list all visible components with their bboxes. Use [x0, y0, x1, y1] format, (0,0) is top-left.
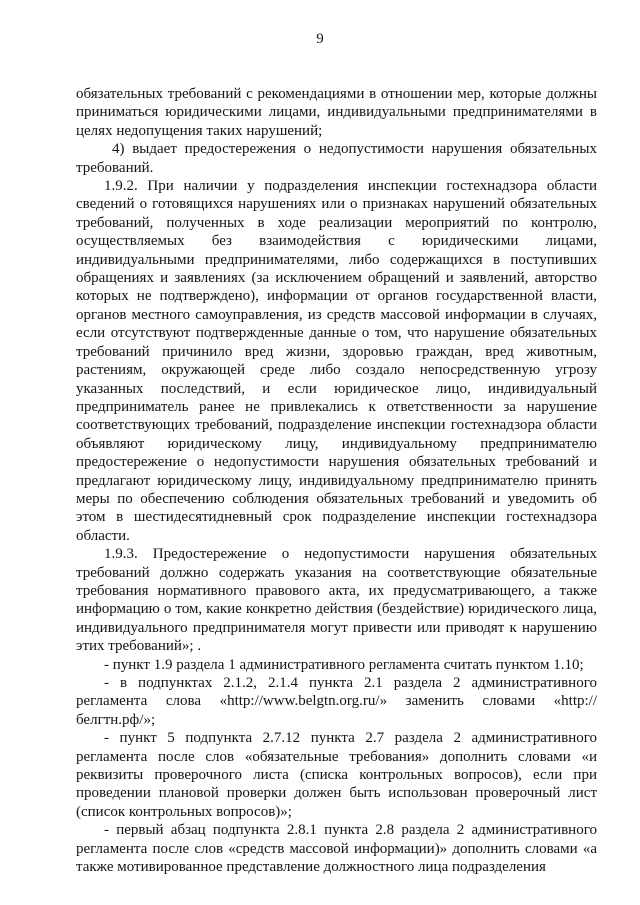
list-item-3: - пункт 5 подпункта 2.7.12 пункта 2.7 раздела 2 административного регламента после слов «обязательные требования» дополнить словами «и реквизиты проверочного листа (списка контрольных вопросов), если при проведении плановой проверки должен быть использован проверочный лист (список контрольных вопросов)»; — [76, 730, 597, 820]
paragraph-1-9-2: 1.9.2. При наличии у подразделения инспекции гостехнадзора области сведений о готовящихся нарушениях или о признаках нарушений обязательных требований, полученных в ходе реализации мероприятий по контролю, осуществляемых без взаимодействия с юридическими лицами, индивидуальными предпринимателями, либо содержащихся в поступивших обращениях и заявлениях (за исключением обращений и заявлений, авторство которых не подтверждено), информации от органов государственной власти, органов местного самоуправления, из средств массовой информации в случаях, если отсутствуют подтвержденные данные о том, что нарушение обязательных требований причинило вред жизни, здоровью граждан, вред животным, растениям, окружающей среде либо создало непосредственную угрозу указанных последствий, и если юридическое лицо, индивидуальный предприниматель ранее не привлекались к ответственности за нарушение соответствующих требований, подразделение инспекции гостехнадзора области объявляют юридическому лицу, индивидуальному предпринимателю предостережение о недопустимости нарушения обязательных требований и предлагают юридическому лицу, индивидуальному предпринимателю принять меры по обеспечению соблюдения обязательных требований и уведомить об этом в шестидесятидневный срок подразделение инспекции гостехнадзора области. — [76, 178, 597, 544]
paragraph-item-4: 4) выдает предостережения о недопустимости нарушения обязательных требований. — [76, 141, 597, 176]
page-number: 9 — [316, 31, 324, 47]
list-item-2: - в подпунктах 2.1.2, 2.1.4 пункта 2.1 раздела 2 административного регламента слова «http://www.belgtn.org.ru/» заменить словами «http://белгтн.рф/»; — [76, 675, 597, 728]
document-body — [76, 85, 597, 876]
list-item-1: - пункт 1.9 раздела 1 административного регламента считать пунктом 1.10; — [104, 656, 584, 673]
list-item-4: - первый абзац подпункта 2.8.1 пункта 2.8 раздела 2 административного регламента после слов «средств массовой информации)» дополнить словами «а также мотивированное представление должностного лица подразделения — [76, 822, 597, 876]
paragraph-continued: обязательных требований с рекомендациями в отношении мер, которые должны приниматься юридическими лицами, индивидуальными предпринимателями в целях недопущения таких нарушений; — [76, 86, 597, 139]
paragraph-1-9-3: 1.9.3. Предостережение о недопустимости нарушения обязательных требований должно содержать указания на соответствующие обязательные требования нормативного правового акта, их предусматривающего, а также информацию о том, какие конкретно действия (бездействие) юридического лица, индивидуального предпринимателя могут привести или приводят к нарушению этих требований»; . — [76, 546, 597, 655]
